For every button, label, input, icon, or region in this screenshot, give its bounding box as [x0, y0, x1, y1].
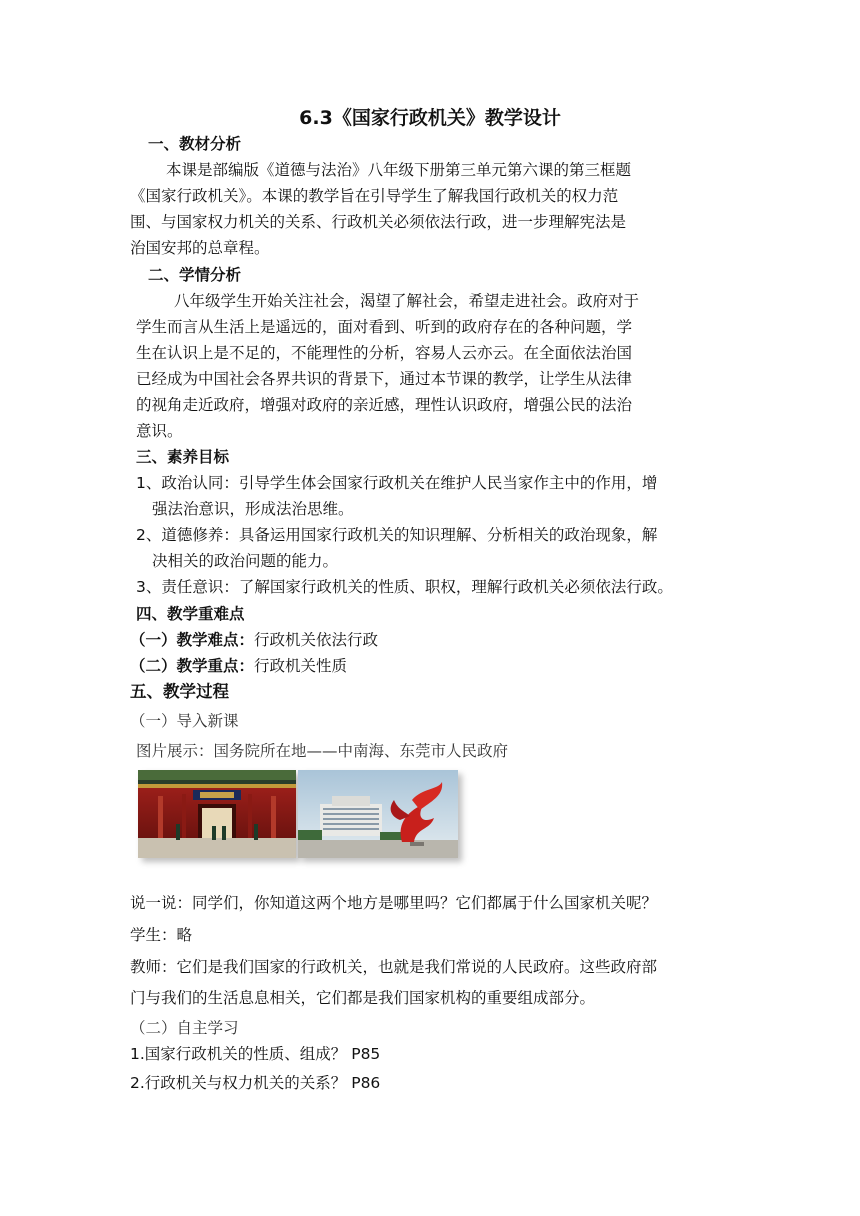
paragraph-line: 已经成为中国社会各界共识的背景下，通过本节课的教学，让学生从法律: [136, 370, 633, 388]
question-line: 2.行政机关与权力机关的关系？ P86: [130, 1074, 381, 1092]
goal-line: 决相关的政治问题的能力。: [152, 552, 339, 570]
paragraph-line: 《国家行政机关》。本课的教学旨在引导学生了解我国行政机关的权力范: [130, 187, 619, 205]
goal-line: 强法治意识，形成法治思维。: [152, 500, 354, 518]
difficulty-label: （一）教学难点：: [130, 631, 255, 649]
paragraph-line: 治国安邦的总章程。: [130, 239, 270, 257]
dialog-line: 说一说：同学们，你知道这两个地方是哪里吗？它们都属于什么国家机关呢？: [130, 894, 658, 912]
dialog-line: 学生：略: [130, 926, 193, 944]
question-line: 1.国家行政机关的性质、组成？ P85: [130, 1045, 381, 1063]
paragraph-line: 的视角走近政府，增强对政府的亲近感，理性认识政府，增强公民的法治: [136, 396, 633, 414]
dongguan-government-photo: [298, 770, 458, 858]
page-title: 6.3《国家行政机关》教学设计: [299, 107, 561, 129]
subsection-self-study: （二）自主学习: [130, 1019, 239, 1037]
section-heading-competency-goals: 三、素养目标: [136, 448, 230, 466]
goal-line: 3、责任意识：了解国家行政机关的性质、职权，理解行政机关必须依法行政。: [136, 578, 673, 596]
key-point-label: （二）教学重点：: [130, 657, 255, 675]
paragraph-line: 八年级学生开始关注社会，渴望了解社会，希望走进社会。政府对于: [174, 292, 640, 310]
dialog-line: 门与我们的生活息息相关，它们都是我们国家机构的重要组成部分。: [130, 989, 596, 1007]
section-heading-teaching-process: 五、教学过程: [130, 682, 229, 701]
section-heading-key-points: 四、教学重难点: [136, 605, 245, 623]
goal-line: 1、政治认同：引导学生体会国家行政机关在维护人民当家作主中的作用，增: [136, 474, 658, 492]
dialog-line: 教师：它们是我们国家的行政机关，也就是我们常说的人民政府。这些政府部: [130, 958, 658, 976]
paragraph-line: 生在认识上是不足的，不能理性的分析，容易人云亦云。在全面依法治国: [136, 344, 633, 362]
subsection-intro: （一）导入新课: [130, 712, 239, 730]
key-point-text: 行政机关性质: [254, 657, 348, 675]
paragraph-line: 本课是部编版《道德与法治》八年级下册第三单元第六课的第三框题: [166, 161, 632, 179]
difficulty-line: [130, 630, 378, 650]
goal-line: 2、道德修养：具备运用国家行政机关的知识理解、分析相关的政治现象，解: [136, 526, 658, 544]
picture-caption: 图片展示：国务院所在地——中南海、东莞市人民政府: [136, 742, 509, 760]
zhongnanhai-gate-image: [138, 770, 296, 858]
difficulty-text: 行政机关依法行政: [254, 631, 379, 649]
section-heading-student-analysis: 二、学情分析: [148, 266, 242, 284]
zhongnanhai-gate-photo: [138, 770, 296, 858]
dongguan-government-image: [298, 770, 458, 858]
paragraph-line: 围、与国家权力机关的关系、行政机关必须依法行政，进一步理解宪法是: [130, 213, 627, 231]
key-point-line: [130, 656, 347, 676]
paragraph-line: 意识。: [136, 422, 183, 440]
paragraph-line: 学生而言从生活上是遥远的，面对看到、听到的政府存在的各种问题，学: [136, 318, 633, 336]
section-heading-textbook-analysis: 一、教材分析: [148, 135, 242, 153]
